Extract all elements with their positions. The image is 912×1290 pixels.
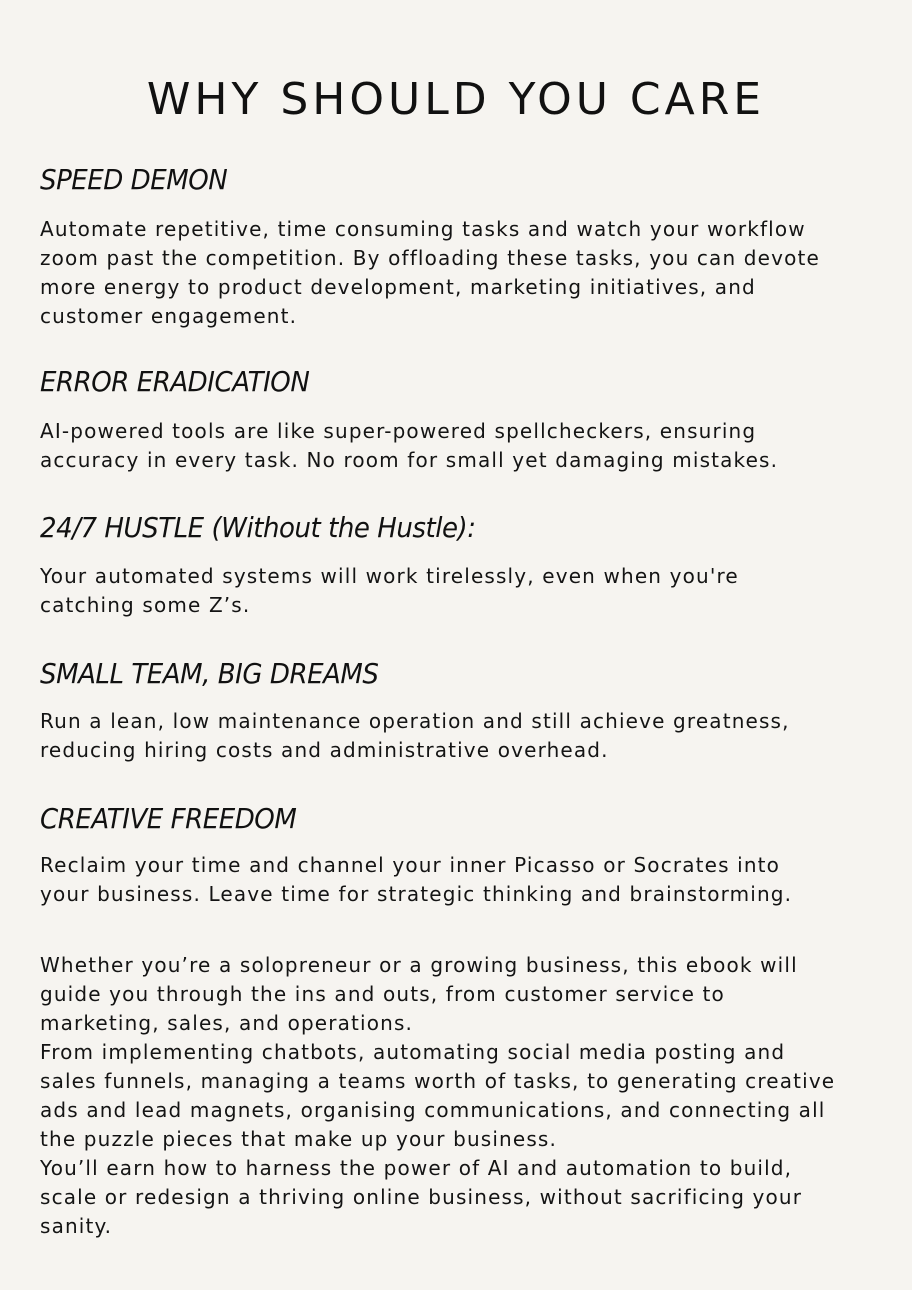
page-title: WHY SHOULD YOU CARE [146,74,766,125]
section-heading-small-team: SMALL TEAM, BIG DREAMS [40,657,379,690]
section-heading-speed-demon: SPEED DEMON [40,163,228,196]
section-body-small-team [40,707,890,765]
body-line: Reclaim your time and channel your inner Picasso or Socrates into [40,853,781,877]
body-line: Run a lean, low maintenance operation and still achieve greatness, [40,709,790,733]
body-line: scale or redesign a thriving online business, without sacrificing your [40,1185,803,1209]
body-line: more energy to product development, marketing initiatives, and [40,275,756,299]
body-line: Your automated systems will work tirelessly, even when you're [40,564,739,588]
section-body-creative-freedom [40,851,890,909]
body-line: marketing, sales, and operations. [40,1011,414,1035]
section-heading-24-7-hustle: 24/7 HUSTLE (Without the Hustle): [40,511,476,544]
body-line: accuracy in every task. No room for small yet damaging mistakes. [40,448,779,472]
body-line: customer engagement. [40,304,298,328]
body-line: You’ll earn how to harness the power of AI and automation to build, [40,1156,793,1180]
body-line: Whether you’re a solopreneur or a growing business, this ebook will [40,953,798,977]
section-heading-error-eradication: ERROR ERADICATION [40,365,310,398]
body-line: sanity. [40,1214,113,1238]
body-line: reducing hiring costs and administrative overhead. [40,738,609,762]
section-body-error-eradication [40,417,890,475]
body-line: Automate repetitive, time consuming tasks and watch your workflow [40,217,806,241]
body-line: your business. Leave time for strategic thinking and brainstorming. [40,882,793,906]
body-line: AI-powered tools are like super-powered spellcheckers, ensuring [40,419,757,443]
body-line: sales funnels, managing a teams worth of tasks, to generating creative [40,1069,836,1093]
closing-paragraph [40,951,890,1241]
section-body-speed-demon [40,215,890,331]
body-line: guide you through the ins and outs, from customer service to [40,982,725,1006]
body-line: From implementing chatbots, automating social media posting and [40,1040,786,1064]
body-line: ads and lead magnets, organising communications, and connecting all [40,1098,826,1122]
body-line: catching some Z’s. [40,593,251,617]
body-line: zoom past the competition. By offloading these tasks, you can devote [40,246,820,270]
section-heading-creative-freedom: CREATIVE FREEDOM [40,802,297,835]
body-line: the puzzle pieces that make up your business. [40,1127,557,1151]
section-body-24-7-hustle [40,562,890,620]
